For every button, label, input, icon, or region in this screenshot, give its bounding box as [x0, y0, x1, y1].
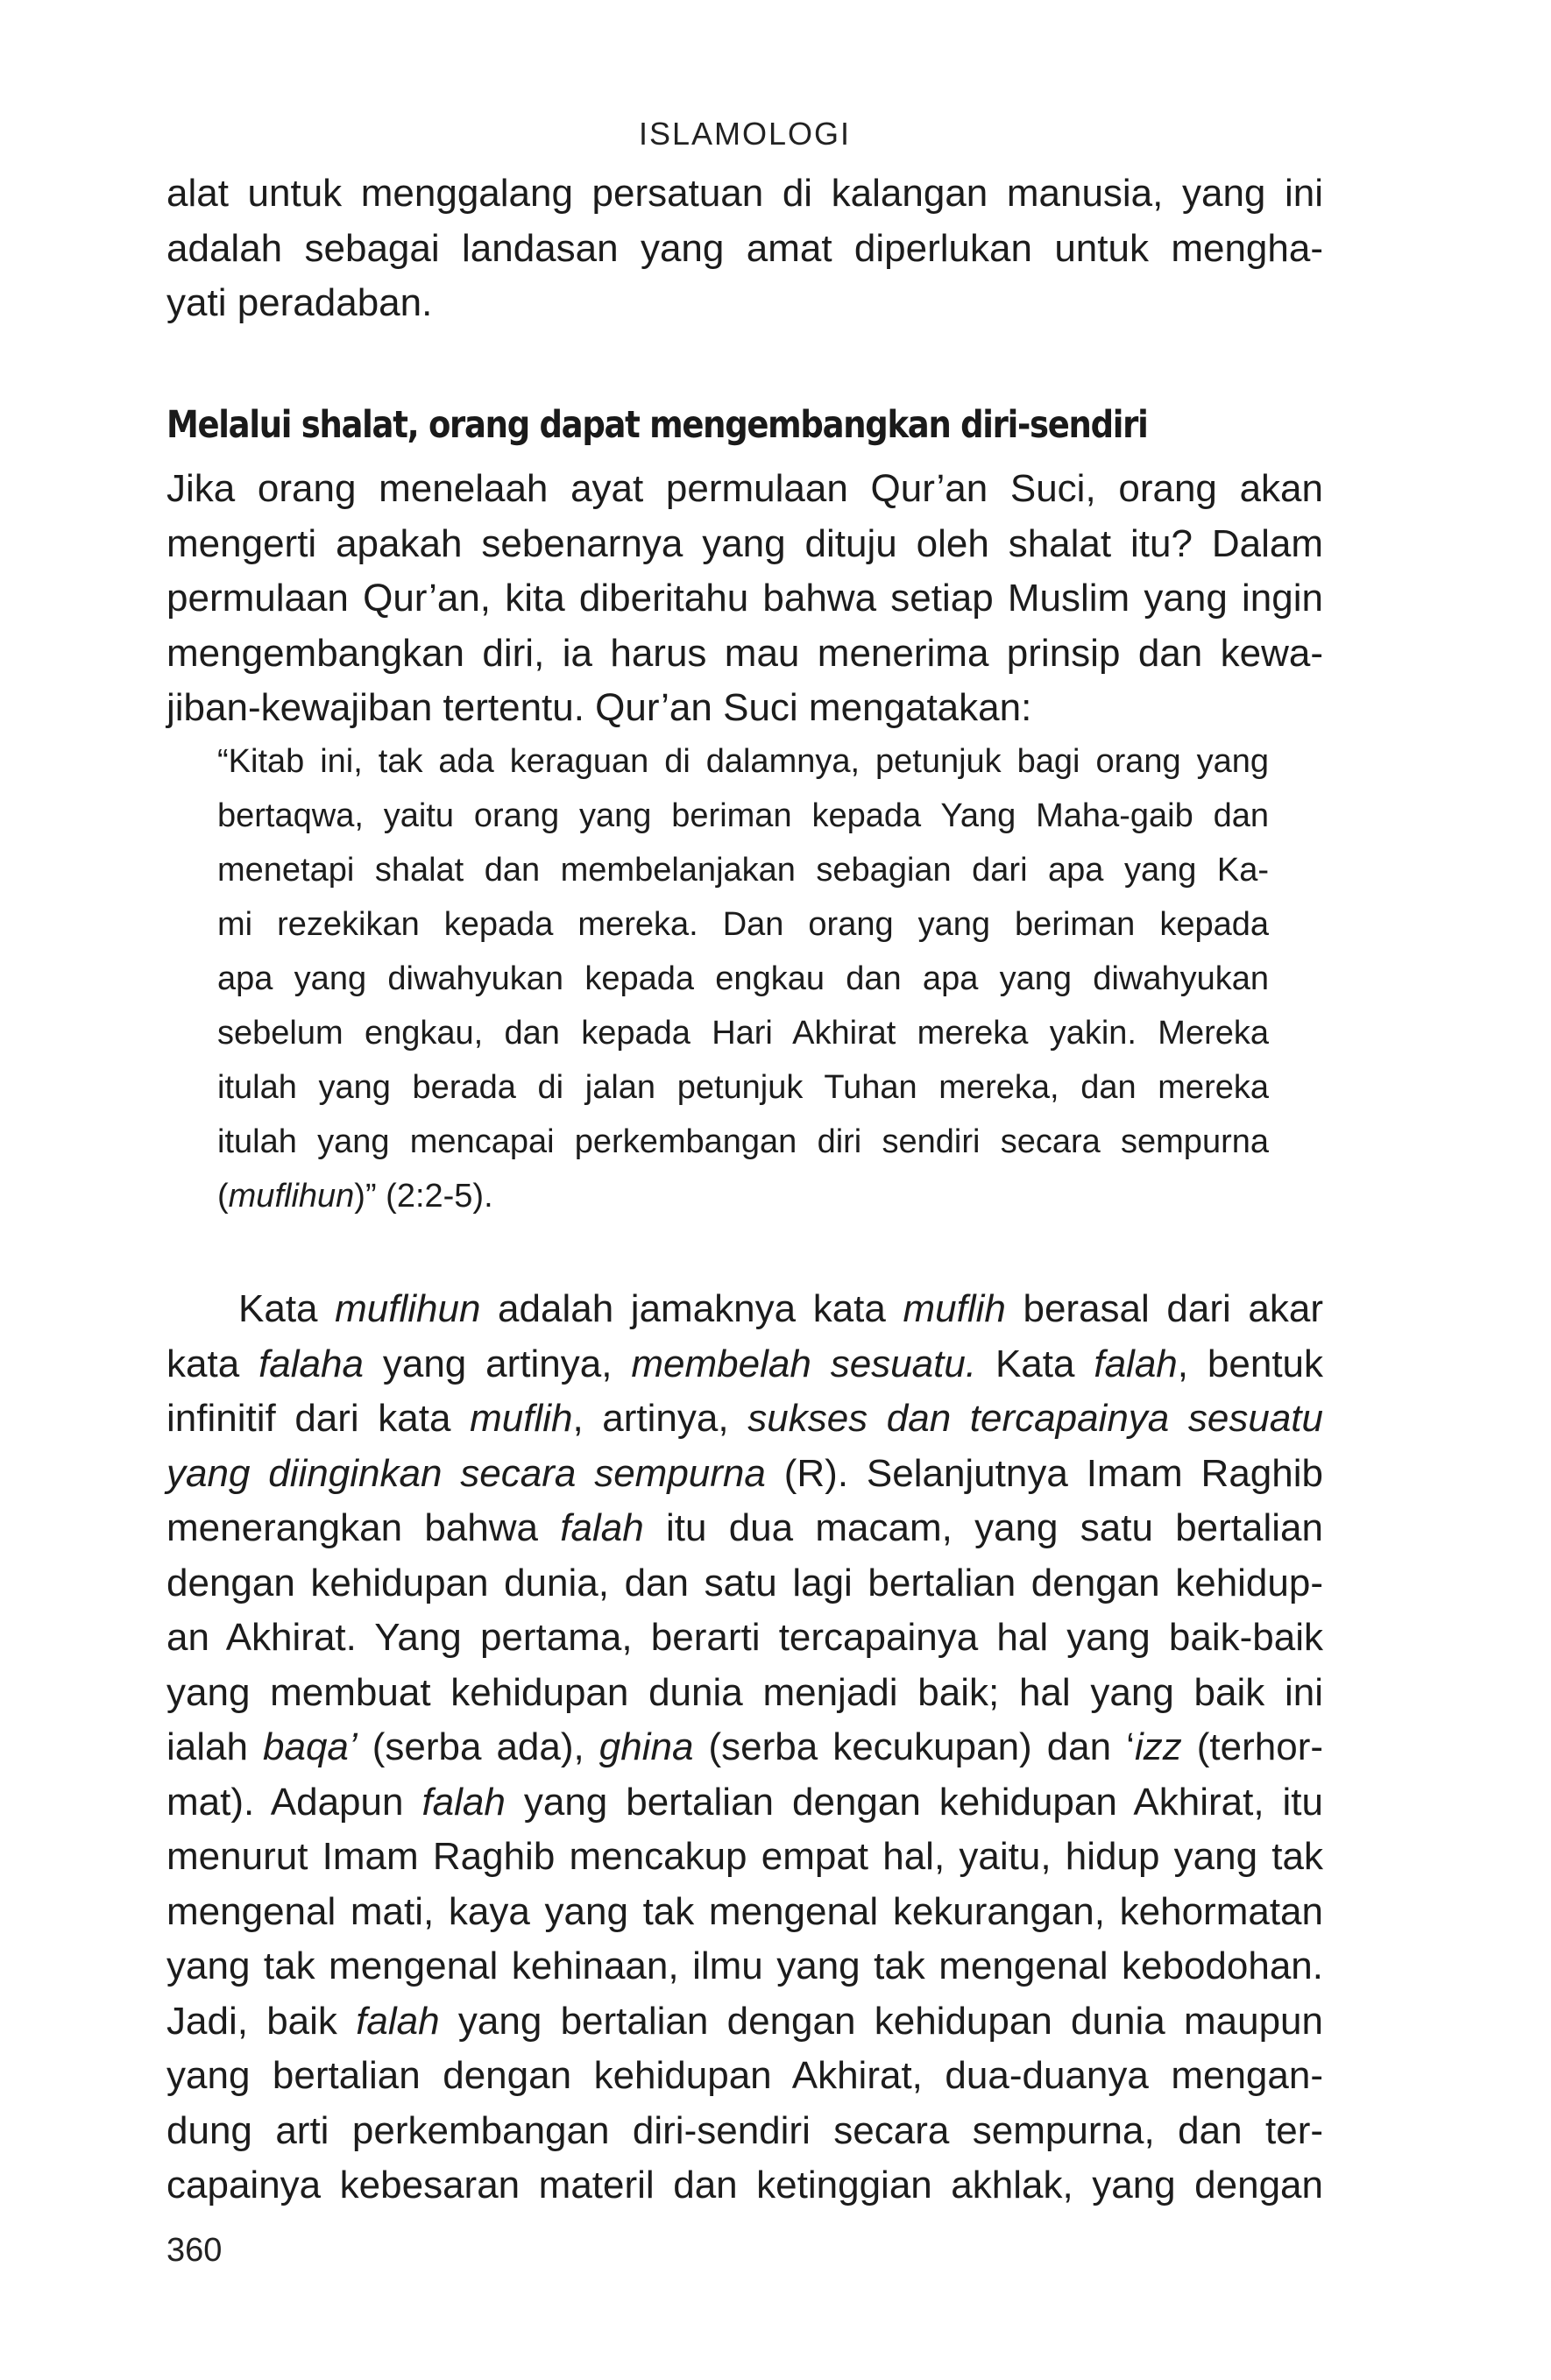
- text-line: mengenal mati, kaya yang tak mengenal kekurangan, kehormatan: [166, 1889, 1323, 1933]
- text-line: mengembangkan diri, ia harus mau menerima prinsip dan kewa-: [166, 631, 1323, 675]
- quote-line: menetapi shalat dan membelanjakan sebagian dari apa yang Ka-: [217, 852, 1269, 889]
- paragraph-falah-explanation: [166, 1282, 1323, 2214]
- text-line: yang tak mengenal kehinaan, ilmu yang tak mengenal kebodohan.: [166, 1944, 1323, 1987]
- text-line: dung arti perkembangan diri-sendiri secara sempurna, dan ter-: [166, 2108, 1323, 2152]
- text-line: mat). Adapun falah yang bertalian dengan kehidupan Akhirat, itu: [166, 1780, 1323, 1824]
- text-line: infinitif dari kata muflih, artinya, sukses dan tercapainya sesuatu: [166, 1397, 1323, 1440]
- text-line: mengerti apakah sebenarnya yang dituju oleh shalat itu? Dalam: [166, 521, 1323, 565]
- quote-line: mi rezekikan kepada mereka. Dan orang yang beriman kepada: [217, 906, 1269, 943]
- text-line: permulaan Qur’an, kita diberitahu bahwa setiap Muslim yang ingin: [166, 577, 1323, 620]
- term-muflihun: muflihun: [228, 1178, 355, 1215]
- text-line: Kata muflihun adalah jamaknya kata muflih berasal dari akar: [238, 1287, 1323, 1330]
- quote-line: apa yang diwahyukan kepada engkau dan apa yang diwahyukan: [217, 960, 1269, 997]
- text-line: menerangkan bahwa falah itu dua macam, yang satu bertalian: [166, 1506, 1323, 1549]
- quote-line: “Kitab ini, tak ada keraguan di dalamnya, petunjuk bagi orang yang: [217, 743, 1269, 780]
- text-line: Jadi, baik falah yang bertalian dengan kehidupan dunia maupun: [166, 1999, 1323, 2043]
- text-line: yang membuat kehidupan dunia menjadi baik; hal yang baik ini: [166, 1670, 1323, 1714]
- text-line: ialah baqa’ (serba ada), ghina (serba kecukupan) dan ‘izz (terhor-: [166, 1725, 1323, 1768]
- quran-quote: [217, 734, 1269, 1223]
- text-line: yati peradaban.: [166, 281, 433, 324]
- text-line: capainya kebesaran materil dan ketinggian akhlak, yang dengan: [166, 2164, 1323, 2206]
- text-line: an Akhirat. Yang pertama, berarti tercapainya hal yang baik-baik: [166, 1616, 1323, 1659]
- text-line: yang bertalian dengan kehidupan Akhirat, dua-duanya mengan-: [166, 2054, 1323, 2097]
- text-line: menurut Imam Raghib mencakup empat hal, yaitu, hidup yang tak: [166, 1835, 1323, 1878]
- text-line: jiban-kewajiban tertentu. Qur’an Suci mengatakan:: [166, 686, 1032, 729]
- paragraph-quran-intro: [166, 462, 1323, 736]
- page-number: 360: [166, 2232, 223, 2269]
- text-line: Jika orang menelaah ayat permulaan Qur’an Suci, orang akan: [166, 467, 1323, 510]
- quote-line: itulah yang berada di jalan petunjuk Tuhan mereka, dan mereka: [217, 1069, 1269, 1106]
- quote-line: bertaqwa, yaitu orang yang beriman kepada Yang Maha-gaib dan: [217, 797, 1269, 834]
- section-heading: Melalui shalat, orang dapat mengembangkan diri-sendiri: [166, 403, 1148, 447]
- text-line: alat untuk menggalang persatuan di kalangan manusia, yang ini: [166, 172, 1323, 215]
- running-header: ISLAMOLOGI: [638, 116, 852, 152]
- text-line: dengan kehidupan dunia, dan satu lagi bertalian dengan kehidup-: [166, 1561, 1323, 1604]
- quote-line: sebelum engkau, dan kepada Hari Akhirat mereka yakin. Mereka: [217, 1015, 1269, 1052]
- paragraph-intro: [166, 166, 1323, 331]
- text-line: yang diinginkan secara sempurna (R). Selanjutnya Imam Raghib: [166, 1451, 1323, 1495]
- text-line: kata falaha yang artinya, membelah sesuatu. Kata falah, bentuk: [166, 1342, 1324, 1385]
- quote-line: itulah yang mencapai perkembangan diri sendiri secara sempurna: [217, 1123, 1269, 1160]
- quote-line-citation: (muflihun)” (2:2-5).: [217, 1178, 493, 1215]
- book-page: [166, 0, 1323, 2380]
- text-line: adalah sebagai landasan yang amat diperlukan untuk mengha-: [166, 226, 1323, 270]
